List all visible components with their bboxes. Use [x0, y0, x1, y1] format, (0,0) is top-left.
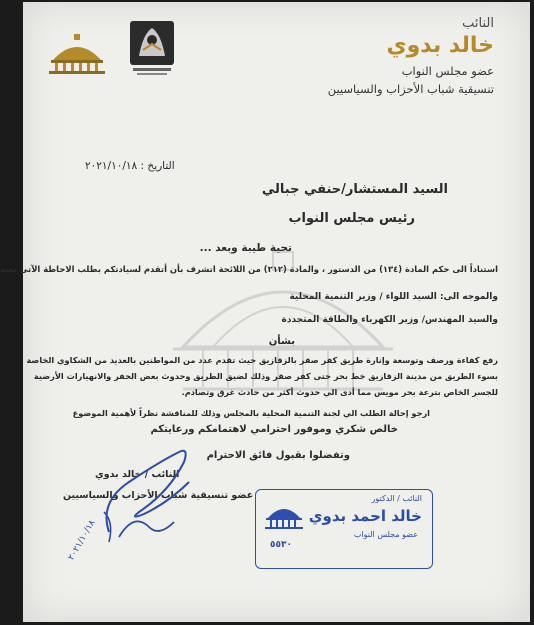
handwritten-signature-icon — [66, 442, 209, 563]
stamp-dome-icon — [264, 498, 304, 532]
header-line1: عضو مجلس النواب — [401, 64, 494, 78]
party-youth-emblem-icon — [129, 20, 175, 78]
subject-label: بشأن — [268, 336, 295, 347]
body-paragraph-5: بسوء الطريق من مدينة الزقازيق خط بحر حتى كفر صقر وذلك لضيق الطريق وحدوث بعض الحفر والانهيارات الأرضية — [33, 371, 498, 381]
header-name: خالد بدوي — [386, 33, 494, 58]
parliament-dome-logo-icon — [47, 32, 107, 74]
stamp-line: عضو مجلس النواب — [353, 530, 418, 539]
document-page — [0, 2, 530, 622]
body-paragraph-4: رفع كفاءة ورصف وتوسعة وإنارة طريق كفر صقر بالزقازيق حيث تقدم عدد من المواطنين بالعديد من الشكاوي الخاصة — [26, 355, 498, 365]
svg-text:٢٠٢١/١٠/١٨: ٢٠٢١/١٠/١٨ — [66, 518, 98, 563]
greeting: تحية طيبة وبعد ... — [199, 242, 292, 254]
addressee-line1: السيد المستشار/حنفي جبالي — [261, 182, 448, 197]
header-line2: تنسيقية شباب الأحزاب والسياسيين — [327, 82, 494, 96]
body-paragraph-2: والموجه الى: السيد اللواء / وزير التنمية المحلية — [289, 292, 498, 302]
stamp-name: خالد احمد بدوي — [308, 507, 422, 525]
stamp-title: النائب / الدكتور — [371, 494, 422, 503]
official-stamp — [255, 489, 433, 569]
body-paragraph-1: استناداً الى حكم المادة (١٣٤) من الدستور ، والمادة (٢١٢) من اللائحة اتشرف بأن أتقدم لسيادتكم بطلب الاحاطة الآتى نصه — [0, 264, 498, 274]
document-date: التاريخ : ٢٠٢١/١٠/١٨ — [85, 160, 175, 172]
header-title-prefix: النائب — [462, 16, 494, 31]
body-paragraph-9: وتفضلوا بقبول فائق الاحترام — [206, 450, 350, 461]
body-paragraph-3: والسيد المهندس/ وزير الكهرباء والطاقة المتجددة — [281, 315, 498, 325]
addressee-line2: رئيس مجلس النواب — [288, 211, 415, 226]
signature-line2: عضو تنسيقية شباب الأحزاب والسياسيين — [63, 490, 254, 501]
body-paragraph-6: للجسر الخاص بترعة بحر مويس مما أدى الي حدوث أكثر من حادث غرق وتصادم. — [181, 387, 498, 397]
body-paragraph-7: ارجو إحالة الطلب الي لجنة التنمية المحلية بالمجلس وذلك للمناقشة نظراً لأهمية الموضوع — [72, 408, 430, 418]
signature-line1: النائب / خالد بدوي — [95, 469, 180, 480]
body-paragraph-8: خالص شكري وموفور احترامي لاهتمامكم ورعايتكم — [150, 424, 398, 435]
stamp-number: ٥٥٣٠ — [270, 540, 292, 550]
